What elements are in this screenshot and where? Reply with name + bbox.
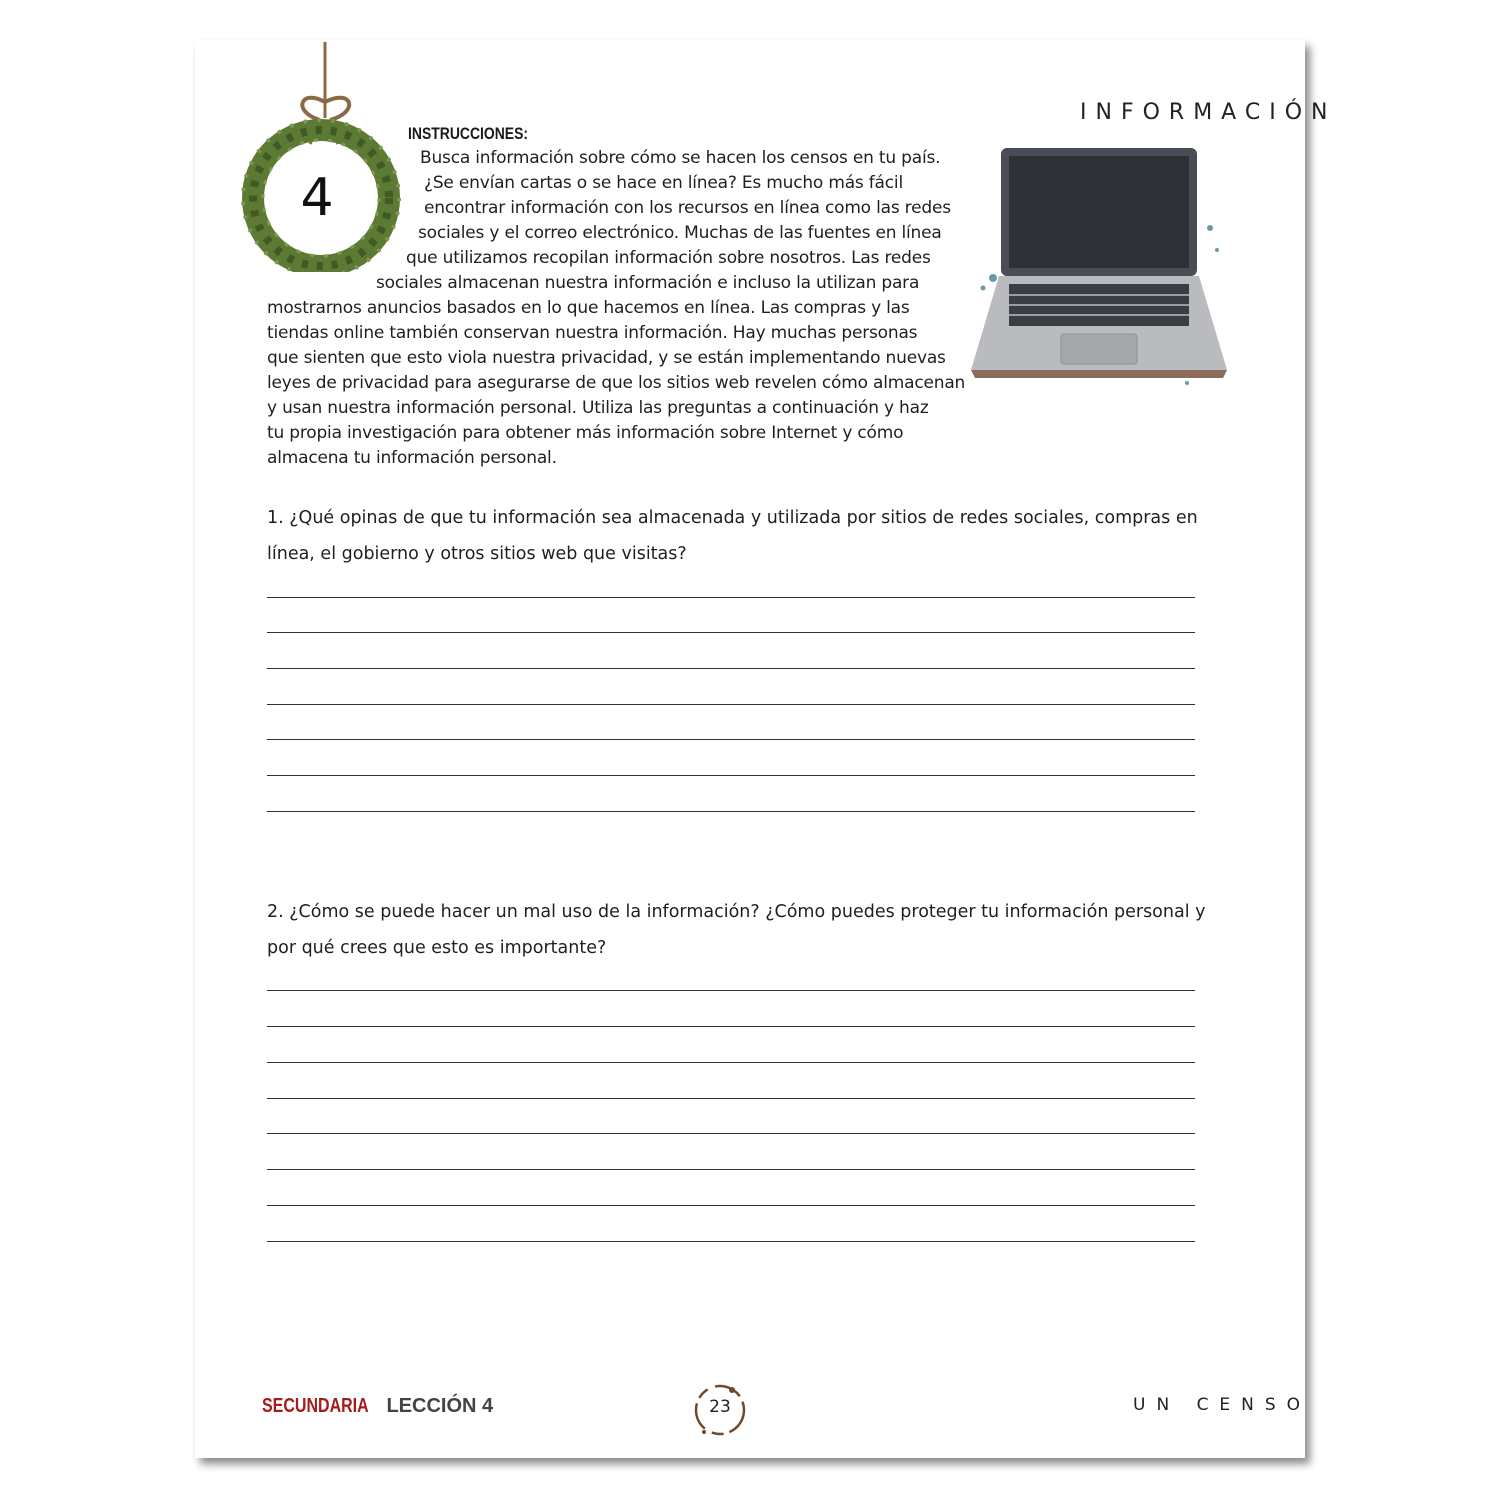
footer-left xyxy=(262,1395,493,1418)
section-label: INFORMACIÓN xyxy=(1080,100,1337,125)
answer-line[interactable] xyxy=(267,739,1195,740)
instruction-line: que utilizamos recopilan información sobre nosotros. Las redes xyxy=(406,248,931,268)
instruction-line: sociales y el correo electrónico. Muchas de las fuentes en línea xyxy=(418,223,942,243)
instruction-line: Busca información sobre cómo se hacen los censos en tu país. xyxy=(420,148,941,168)
instruction-line: mostrarnos anuncios basados en lo que hacemos en línea. Las compras y las xyxy=(267,298,910,318)
instruction-line: y usan nuestra información personal. Utiliza las preguntas a continuación y haz xyxy=(267,398,929,418)
answer-line[interactable] xyxy=(267,1098,1195,1099)
answer-line[interactable] xyxy=(267,811,1195,812)
question-2: 2. ¿Cómo se puede hacer un mal uso de la información? ¿Cómo puedes proteger tu información personal y por qué crees que esto es importante? xyxy=(267,902,1206,958)
answer-line[interactable] xyxy=(267,990,1195,991)
question-1: 1. ¿Qué opinas de que tu información sea almacenada y utilizada por sitios de redes sociales, compras en línea, el gobierno y otros sitios web que visitas? xyxy=(267,508,1198,564)
wreath-number: 4 xyxy=(300,168,334,228)
answer-line[interactable] xyxy=(267,1062,1195,1063)
instruction-line: ¿Se envían cartas o se hace en línea? Es mucho más fácil xyxy=(424,173,903,193)
footer-level: SECUNDARIA xyxy=(262,1395,369,1417)
page-number: 23 xyxy=(709,1397,731,1417)
instruction-line: tiendas online también conservan nuestra información. Hay muchas personas xyxy=(267,323,918,343)
instruction-line: tu propia investigación para obtener más información sobre Internet y cómo xyxy=(267,423,904,443)
answer-line[interactable] xyxy=(267,1133,1195,1134)
instruction-line: leyes de privacidad para asegurarse de que los sitios web revelen cómo almacenan xyxy=(267,373,966,393)
instruction-line: encontrar información con los recursos en línea como las redes xyxy=(424,198,951,218)
answer-line[interactable] xyxy=(267,1241,1195,1242)
instruction-line: almacena tu información personal. xyxy=(267,448,557,468)
instruction-line: sociales almacenan nuestra información e incluso la utilizan para xyxy=(376,273,920,293)
footer-title: UN CENSO xyxy=(1133,1395,1312,1415)
answer-line[interactable] xyxy=(267,1205,1195,1206)
wreath-icon xyxy=(230,40,412,272)
instructions-title: INSTRUCCIONES: xyxy=(408,124,529,143)
answer-line[interactable] xyxy=(267,632,1195,633)
answer-line[interactable] xyxy=(267,1026,1195,1027)
footer-lesson: LECCIÓN 4 xyxy=(386,1395,494,1417)
answer-line[interactable] xyxy=(267,1169,1195,1170)
answer-line[interactable] xyxy=(267,597,1195,598)
laptop-illustration xyxy=(965,138,1240,398)
answer-line[interactable] xyxy=(267,775,1195,776)
instruction-line: que sienten que esto viola nuestra privacidad, y se están implementando nuevas xyxy=(267,348,946,368)
answer-line[interactable] xyxy=(267,704,1195,705)
answer-line[interactable] xyxy=(267,668,1195,669)
